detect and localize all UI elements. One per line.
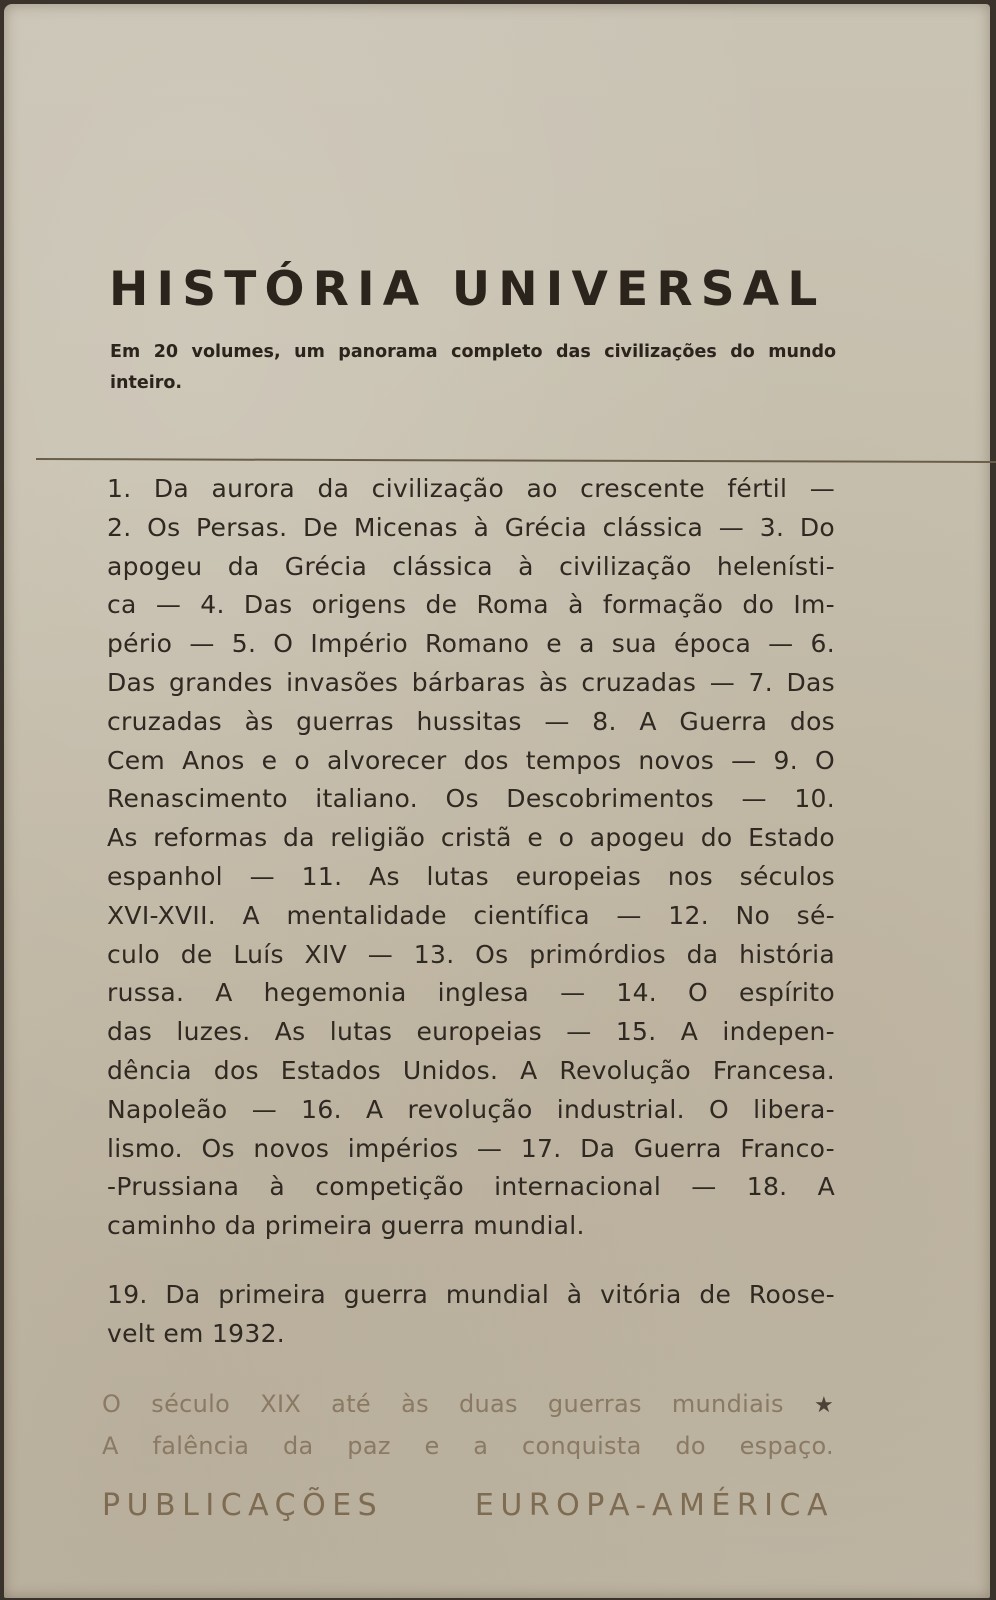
horizontal-divider (36, 458, 996, 463)
volume-list-line: das luzes. As lutas europeias — 15. A indepen- (107, 1017, 835, 1047)
volume-list-line: lismo. Os novos impérios — 17. Da Guerra Franco- (107, 1133, 835, 1163)
volume-list (107, 470, 835, 1246)
publisher-name: PUBLICAÇÕES EUROPA-AMÉRICA (102, 1488, 834, 1523)
book-back-cover (4, 4, 990, 1598)
volume-list-line: Das grandes invasões bárbaras às cruzadas — 7. Das (107, 667, 835, 697)
volume-list-line: Cem Anos e o alvorecer dos tempos novos — 9. O (107, 745, 835, 775)
volume-list-line: culo de Luís XIV — 13. Os primórdios da história (107, 939, 835, 969)
volume-19-line: velt em 1932. (107, 1318, 286, 1348)
volume-list-line: XVI-XVII. A mentalidade científica — 12. No sé- (107, 900, 835, 930)
volume-19-line: 19. Da primeira guerra mundial à vitória de Roose- (107, 1280, 835, 1309)
volume-list-line: Renascimento italiano. Os Descobrimentos — 10. (107, 784, 835, 814)
series-subtitles (102, 1384, 834, 1466)
volume-list-line: 1. Da aurora da civilização ao crescente fértil — (107, 474, 835, 503)
volume-list-line: cruzadas às guerras hussitas — 8. A Guerra dos (107, 706, 835, 736)
volume-list-line: ca — 4. Das origens de Roma à formação do Im- (107, 590, 835, 620)
volume-list-line: apogeu da Grécia clássica à civilização helenísti- (107, 551, 835, 581)
volume-list-line: pério — 5. O Império Romano e a sua época — 6. (107, 629, 835, 659)
volume-list-line: As reformas da religião cristã e o apogeu do Estado (107, 823, 835, 853)
volume-list-line: Napoleão — 16. A revolução industrial. O libera- (107, 1094, 835, 1124)
volume-list-line: -Prussiana à competição internacional — 18. A (107, 1172, 835, 1202)
volume-19-entry (107, 1276, 835, 1354)
series-line: A falência da paz e a conquista do espaço. (102, 1432, 834, 1460)
series-line (102, 1384, 834, 1426)
volume-list-line: russa. A hegemonia inglesa — 14. O espírito (107, 978, 835, 1008)
volume-list-line: dência dos Estados Unidos. A Revolução Francesa. (107, 1055, 835, 1085)
volume-list-line: 2. Os Persas. De Micenas à Grécia clássica — 3. Do (107, 512, 835, 542)
volume-list-line: caminho da primeira guerra mundial. (107, 1211, 585, 1241)
volume-list-line: espanhol — 11. As lutas europeias nos séculos (107, 861, 835, 891)
series-line-text: O século XIX até às duas guerras mundiais (102, 1390, 784, 1418)
star-icon: ★ (813, 1393, 834, 1418)
cover-subtitle: Em 20 volumes, um panorama completo das civilizações do mundo inteiro. (110, 342, 836, 393)
cover-title: HISTÓRIA UNIVERSAL (109, 262, 826, 317)
